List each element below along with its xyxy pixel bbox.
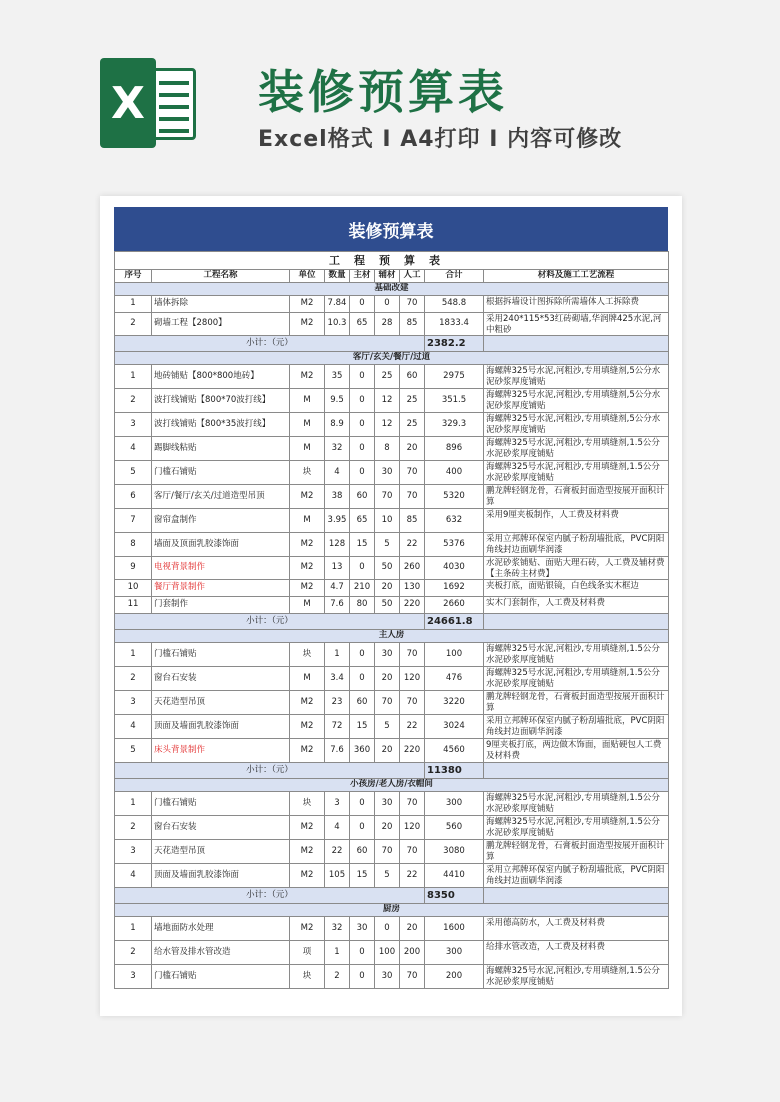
cell-qty: 105 [325,864,350,888]
cell-main: 0 [350,413,375,437]
cell-main: 0 [350,557,375,580]
table-row [115,533,669,557]
cell-no: 3 [115,413,152,437]
cell-desc: 鹏龙牌轻钢龙骨，石膏板封面造型按展开面积计算 [484,691,669,715]
cell-desc: 夹板打底，面贴银镜，白色线条实木框边 [484,580,669,597]
col-header: 辅材 [375,270,400,283]
cell-qty: 3.95 [325,509,350,533]
cell-unit: M2 [290,917,325,941]
subtotal-row [115,763,669,779]
col-header: 材料及施工工艺流程 [484,270,669,283]
cell-labor: 130 [400,580,425,597]
table-row [115,691,669,715]
col-header: 人工 [400,270,425,283]
cell-total: 476 [425,667,484,691]
cell-name: 天花造型吊顶 [152,691,290,715]
subtotal-value: 2382.2 [425,336,484,352]
cell-name: 门槛石铺贴 [152,461,290,485]
cell-name: 顶面及墙面乳胶漆饰面 [152,864,290,888]
subtotal-label: 小计：（元） [115,336,425,352]
cell-total: 560 [425,816,484,840]
cell-total: 1600 [425,917,484,941]
cell-unit: M2 [290,313,325,336]
cell-unit: M [290,389,325,413]
cell-qty: 7.6 [325,739,350,763]
cell-total: 1692 [425,580,484,597]
cell-qty: 35 [325,365,350,389]
table-row [115,965,669,989]
cell-unit: M [290,509,325,533]
cell-labor: 220 [400,739,425,763]
cell-labor: 260 [400,557,425,580]
cell-main: 210 [350,580,375,597]
cell-main: 65 [350,313,375,336]
cell-no: 1 [115,792,152,816]
cell-labor: 25 [400,413,425,437]
subtotal-empty [484,763,669,779]
cell-name: 门槛石铺贴 [152,965,290,989]
table-row [115,413,669,437]
cell-aux: 5 [375,715,400,739]
cell-labor: 70 [400,792,425,816]
cell-aux: 25 [375,365,400,389]
cell-total: 3080 [425,840,484,864]
cell-qty: 9.5 [325,389,350,413]
cell-unit: M2 [290,715,325,739]
cell-qty: 4.7 [325,580,350,597]
cell-main: 0 [350,965,375,989]
cell-total: 351.5 [425,389,484,413]
cell-unit: M2 [290,365,325,389]
cell-name: 地砖铺贴【800*800地砖】 [152,365,290,389]
cell-total: 2975 [425,365,484,389]
cell-qty: 22 [325,840,350,864]
cell-main: 15 [350,864,375,888]
sheet-banner: 装修预算表 [114,207,668,251]
cell-aux: 20 [375,816,400,840]
subtotal-row [115,336,669,352]
section-row [115,352,669,365]
cell-labor: 20 [400,917,425,941]
cell-total: 896 [425,437,484,461]
cell-desc: 9厘夹板打底，两边做木饰面，面贴硬包人工费及材料费 [484,739,669,763]
cell-labor: 120 [400,667,425,691]
table-row [115,643,669,667]
cell-name: 客厅/餐厅/玄关/过道造型吊顶 [152,485,290,509]
cell-labor: 20 [400,437,425,461]
subtotal-row [115,614,669,630]
cell-unit: M2 [290,739,325,763]
subtotal-empty [484,336,669,352]
cell-desc: 实木门套制作，人工费及材料费 [484,597,669,614]
cell-desc: 采用240*115*53红砖砌墙,华润牌425水泥,河中粗砂 [484,313,669,336]
cell-qty: 4 [325,816,350,840]
cell-aux: 5 [375,533,400,557]
section-row [115,630,669,643]
col-header: 合计 [425,270,484,283]
cell-labor: 70 [400,840,425,864]
cell-main: 0 [350,296,375,313]
cell-name: 顶面及墙面乳胶漆饰面 [152,715,290,739]
col-header: 序号 [115,270,152,283]
cell-labor: 25 [400,389,425,413]
cell-total: 3220 [425,691,484,715]
cell-name: 床头背景制作 [152,739,290,763]
cell-main: 0 [350,643,375,667]
cell-unit: M2 [290,533,325,557]
cell-total: 5376 [425,533,484,557]
cell-no: 11 [115,597,152,614]
cell-no: 2 [115,816,152,840]
table-row [115,816,669,840]
cell-qty: 1 [325,643,350,667]
cell-labor: 22 [400,533,425,557]
cell-aux: 10 [375,509,400,533]
cell-total: 4030 [425,557,484,580]
table-row [115,941,669,965]
table-row [115,389,669,413]
cell-no: 6 [115,485,152,509]
col-header: 主材 [350,270,375,283]
cell-no: 4 [115,864,152,888]
cell-unit: M2 [290,580,325,597]
cell-aux: 30 [375,965,400,989]
cell-desc: 采用德高防水，人工费及材料费 [484,917,669,941]
table-caption-row [115,252,669,270]
subtotal-label: 小计：（元） [115,614,425,630]
col-header: 数量 [325,270,350,283]
cell-labor: 22 [400,864,425,888]
cell-no: 3 [115,691,152,715]
section-title: 主人房 [115,630,669,643]
table-row [115,313,669,336]
cell-name: 波打线铺贴【800*70波打线】 [152,389,290,413]
cell-aux: 20 [375,580,400,597]
cell-main: 0 [350,816,375,840]
column-header-row [115,270,669,283]
cell-unit: M2 [290,485,325,509]
cell-qty: 3.4 [325,667,350,691]
cell-aux: 100 [375,941,400,965]
cell-no: 5 [115,461,152,485]
cell-total: 632 [425,509,484,533]
cell-name: 踢脚线粘贴 [152,437,290,461]
cell-no: 10 [115,580,152,597]
cell-labor: 70 [400,643,425,667]
cell-qty: 23 [325,691,350,715]
cell-name: 墙地面防水处理 [152,917,290,941]
cell-desc: 鹏龙牌轻钢龙骨，石膏板封面造型按展开面积计算 [484,485,669,509]
cell-main: 65 [350,509,375,533]
subtotal-empty [484,614,669,630]
cell-desc: 鹏龙牌轻钢龙骨，石膏板封面造型按展开面积计算 [484,840,669,864]
cell-unit: 块 [290,643,325,667]
cell-unit: M2 [290,816,325,840]
cell-no: 1 [115,365,152,389]
subtotal-value: 11380 [425,763,484,779]
section-row [115,904,669,917]
cell-aux: 0 [375,917,400,941]
cell-qty: 32 [325,917,350,941]
cell-total: 2660 [425,597,484,614]
excel-icon [100,58,200,148]
cell-desc: 海螺牌325号水泥,河粗沙,专用填缝剂,1.5公分水泥砂浆厚度铺贴 [484,643,669,667]
cell-total: 100 [425,643,484,667]
cell-labor: 70 [400,296,425,313]
cell-desc: 海螺牌325号水泥,河粗沙,专用填缝剂,1.5公分水泥砂浆厚度铺贴 [484,667,669,691]
cell-aux: 0 [375,296,400,313]
cell-main: 0 [350,437,375,461]
cell-aux: 12 [375,413,400,437]
cell-unit: 块 [290,461,325,485]
table-row [115,917,669,941]
cell-no: 8 [115,533,152,557]
page-subtitle: Excel格式 Ⅰ A4打印 Ⅰ 内容可修改 [258,127,623,152]
cell-name: 门槛石铺贴 [152,792,290,816]
subtotal-label: 小计：（元） [115,763,425,779]
table-row [115,509,669,533]
cell-name: 窗台石安装 [152,816,290,840]
cell-qty: 72 [325,715,350,739]
cell-desc: 海螺牌325号水泥,河粗沙,专用填缝剂,5公分水泥砂浆厚度铺贴 [484,365,669,389]
cell-no: 2 [115,313,152,336]
cell-no: 1 [115,296,152,313]
cell-unit: M2 [290,691,325,715]
cell-no: 3 [115,965,152,989]
cell-no: 2 [115,941,152,965]
sheet-preview [100,196,682,1016]
cell-main: 0 [350,461,375,485]
cell-labor: 220 [400,597,425,614]
section-row [115,283,669,296]
cell-name: 餐厅背景制作 [152,580,290,597]
cell-aux: 20 [375,667,400,691]
cell-name: 门套制作 [152,597,290,614]
cell-desc: 海螺牌325号水泥,河粗沙,专用填缝剂,1.5公分水泥砂浆厚度铺贴 [484,816,669,840]
cell-aux: 70 [375,840,400,864]
cell-labor: 70 [400,485,425,509]
cell-qty: 4 [325,461,350,485]
cell-main: 60 [350,485,375,509]
cell-unit: M [290,413,325,437]
cell-main: 0 [350,365,375,389]
cell-qty: 38 [325,485,350,509]
section-title: 基础改建 [115,283,669,296]
section-title: 小孩房/老人房/衣帽间 [115,779,669,792]
cell-desc: 海螺牌325号水泥,河粗沙,专用填缝剂,1.5公分水泥砂浆厚度铺贴 [484,965,669,989]
cell-qty: 13 [325,557,350,580]
cell-no: 2 [115,667,152,691]
cell-unit: M2 [290,296,325,313]
cell-labor: 120 [400,816,425,840]
cell-unit: 块 [290,792,325,816]
cell-desc: 根据拆墙设计图拆除所需墙体人工拆除费 [484,296,669,313]
cell-name: 窗台石安装 [152,667,290,691]
cell-name: 窗帘盒制作 [152,509,290,533]
cell-name: 砌墙工程【2800】 [152,313,290,336]
cell-desc: 海螺牌325号水泥,河粗沙,专用填缝剂,5公分水泥砂浆厚度铺贴 [484,413,669,437]
table-row [115,461,669,485]
cell-no: 7 [115,509,152,533]
table-row [115,485,669,509]
table-row [115,597,669,614]
cell-aux: 30 [375,643,400,667]
cell-main: 30 [350,917,375,941]
cell-main: 60 [350,691,375,715]
cell-aux: 5 [375,864,400,888]
table-row [115,365,669,389]
section-title: 厨房 [115,904,669,917]
cell-total: 329.3 [425,413,484,437]
cell-total: 548.8 [425,296,484,313]
table-row [115,792,669,816]
col-header: 工程名称 [152,270,290,283]
cell-main: 15 [350,715,375,739]
cell-qty: 3 [325,792,350,816]
cell-labor: 85 [400,509,425,533]
cell-name: 给水管及排水管改造 [152,941,290,965]
cell-desc: 海螺牌325号水泥,河粗沙,专用填缝剂,1.5公分水泥砂浆厚度铺贴 [484,461,669,485]
table-row [115,840,669,864]
cell-total: 400 [425,461,484,485]
cell-unit: M2 [290,840,325,864]
cell-aux: 20 [375,739,400,763]
subtotal-row [115,888,669,904]
cell-main: 0 [350,792,375,816]
subtotal-value: 24661.8 [425,614,484,630]
cell-desc: 采用立邦牌环保室内腻子粉刮墙批底，PVC阴阳角线封边面刷华润漆 [484,715,669,739]
cell-name: 波打线铺贴【800*35波打线】 [152,413,290,437]
cell-labor: 60 [400,365,425,389]
cell-aux: 50 [375,597,400,614]
cell-desc: 采用立邦牌环保室内腻子粉刮墙批底，PVC阴阳角线封边面刷华润漆 [484,864,669,888]
cell-labor: 70 [400,691,425,715]
cell-no: 4 [115,437,152,461]
cell-main: 0 [350,941,375,965]
cell-unit: 块 [290,965,325,989]
logo-letter: X [100,58,156,148]
subtotal-value: 8350 [425,888,484,904]
table-row [115,715,669,739]
cell-unit: 项 [290,941,325,965]
cell-total: 3024 [425,715,484,739]
cell-aux: 30 [375,461,400,485]
cell-aux: 70 [375,485,400,509]
cell-unit: M [290,667,325,691]
cell-main: 60 [350,840,375,864]
cell-total: 4410 [425,864,484,888]
table-row [115,739,669,763]
cell-labor: 200 [400,941,425,965]
cell-no: 1 [115,917,152,941]
cell-qty: 2 [325,965,350,989]
budget-table [114,251,669,989]
cell-main: 0 [350,667,375,691]
cell-no: 9 [115,557,152,580]
cell-main: 80 [350,597,375,614]
page-header [0,0,780,190]
cell-no: 5 [115,739,152,763]
cell-desc: 采用立邦牌环保室内腻子粉刮墙批底，PVC阴阳角线封边面刷华润漆 [484,533,669,557]
table-row [115,667,669,691]
cell-name: 墙体拆除 [152,296,290,313]
table-row [115,580,669,597]
cell-unit: M2 [290,557,325,580]
subtotal-label: 小计：（元） [115,888,425,904]
cell-total: 5320 [425,485,484,509]
cell-desc: 海螺牌325号水泥,河粗沙,专用填缝剂,5公分水泥砂浆厚度铺贴 [484,389,669,413]
cell-aux: 70 [375,691,400,715]
cell-main: 360 [350,739,375,763]
cell-desc: 海螺牌325号水泥,河粗沙,专用填缝剂,1.5公分水泥砂浆厚度铺贴 [484,792,669,816]
cell-name: 天花造型吊顶 [152,840,290,864]
cell-labor: 70 [400,461,425,485]
cell-qty: 128 [325,533,350,557]
cell-no: 2 [115,389,152,413]
page-title: 装修预算表 [258,65,508,119]
cell-main: 15 [350,533,375,557]
cell-unit: M [290,597,325,614]
cell-labor: 70 [400,965,425,989]
table-row [115,296,669,313]
col-header: 单位 [290,270,325,283]
section-row [115,779,669,792]
cell-name: 墙面及顶面乳胶漆饰面 [152,533,290,557]
cell-name: 门槛石铺贴 [152,643,290,667]
table-caption: 工程预算表 [115,252,669,270]
cell-aux: 12 [375,389,400,413]
table-row [115,864,669,888]
cell-qty: 7.84 [325,296,350,313]
cell-desc: 海螺牌325号水泥,河粗沙,专用填缝剂,1.5公分水泥砂浆厚度铺贴 [484,437,669,461]
cell-total: 4560 [425,739,484,763]
cell-desc: 水泥砂浆铺贴、面贴大理石砖，人工费及辅材费【主条砖主材费】 [484,557,669,580]
cell-qty: 10.3 [325,313,350,336]
cell-total: 200 [425,965,484,989]
cell-no: 1 [115,643,152,667]
cell-qty: 1 [325,941,350,965]
cell-qty: 7.6 [325,597,350,614]
cell-main: 0 [350,389,375,413]
table-row [115,557,669,580]
cell-aux: 50 [375,557,400,580]
cell-total: 1833.4 [425,313,484,336]
cell-name: 电视背景制作 [152,557,290,580]
cell-desc: 给排水管改造，人工费及材料费 [484,941,669,965]
cell-aux: 30 [375,792,400,816]
section-title: 客厅/玄关/餐厅/过道 [115,352,669,365]
subtotal-empty [484,888,669,904]
cell-qty: 8.9 [325,413,350,437]
cell-labor: 85 [400,313,425,336]
cell-aux: 8 [375,437,400,461]
cell-labor: 22 [400,715,425,739]
cell-qty: 32 [325,437,350,461]
cell-no: 3 [115,840,152,864]
cell-total: 300 [425,941,484,965]
cell-no: 4 [115,715,152,739]
cell-total: 300 [425,792,484,816]
cell-aux: 28 [375,313,400,336]
cell-unit: M2 [290,864,325,888]
cell-desc: 采用9厘夹板制作，人工费及材料费 [484,509,669,533]
table-row [115,437,669,461]
cell-unit: M [290,437,325,461]
